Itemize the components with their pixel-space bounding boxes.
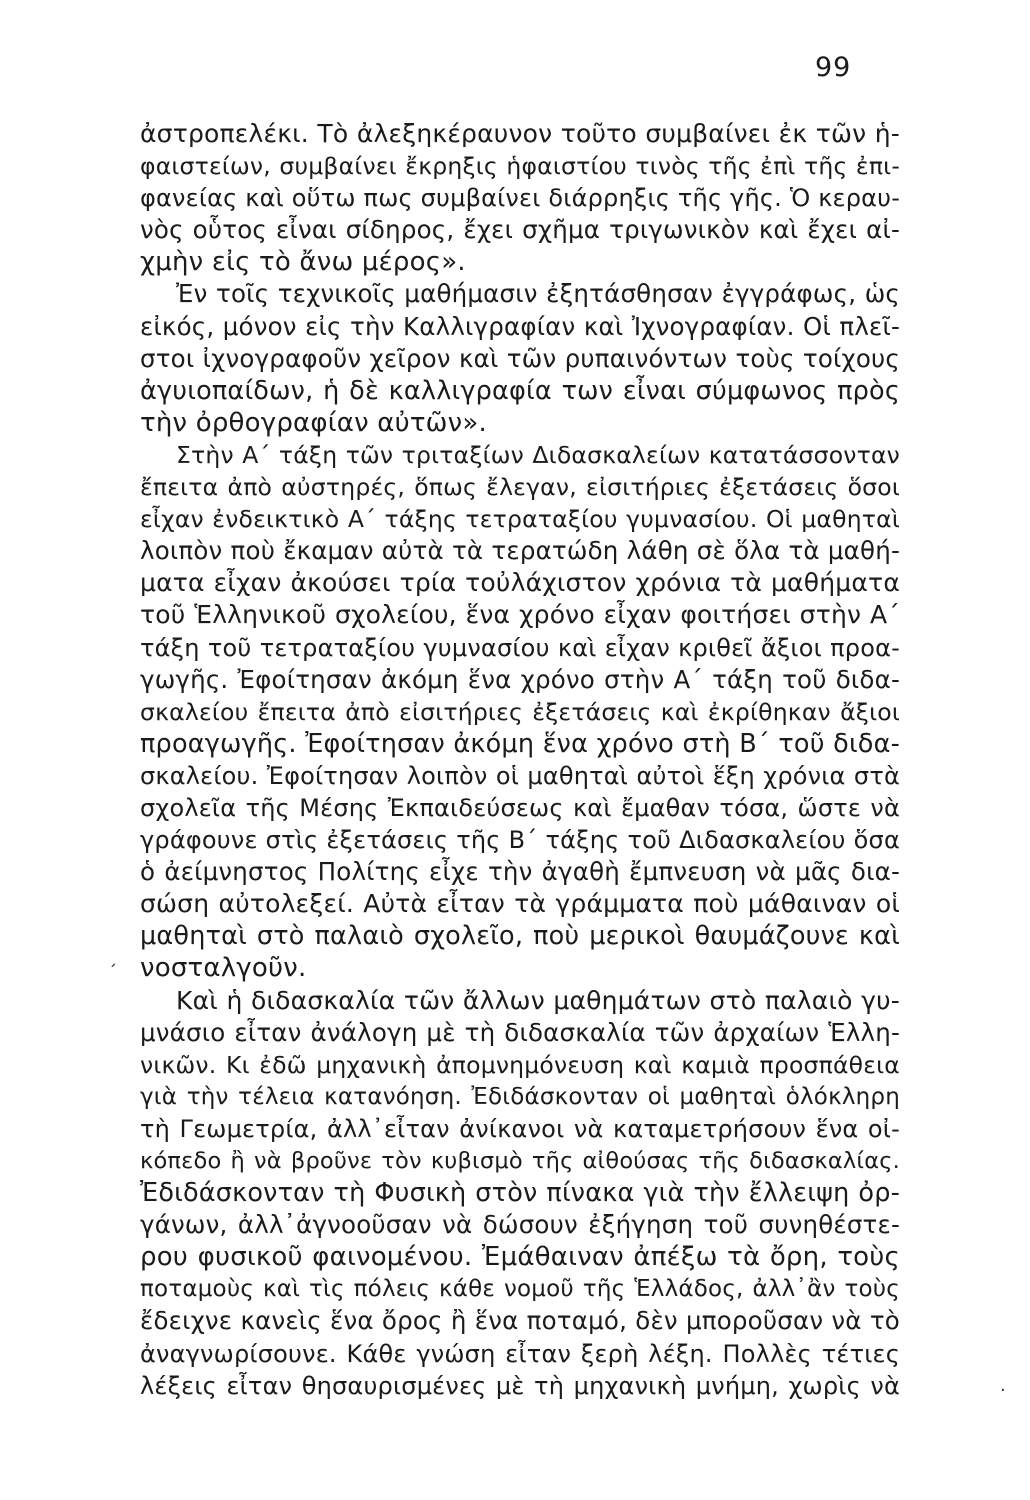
text-line: σχολεῖα τῆς Μέσης Ἐκπαιδεύσεως καὶ ἔμαθαν τόσα, ὥστε νὰ bbox=[140, 793, 900, 822]
text-line: λοιπὸν ποὺ ἔκαμαν αὐτὰ τὰ τερατώδη λάθη σὲ ὅλα τὰ μαθή- bbox=[140, 536, 900, 566]
text-line: γάνων, ἀλλ᾽ἀγνοοῦσαν νὰ δώσουν ἐξήγηση τοῦ συνηθέστε- bbox=[140, 1210, 900, 1240]
text-line: τὴ Γεωμετρία, ἀλλ᾽εἶταν ἀνίκανοι νὰ καταμετρήσουν ἕνα οἰ- bbox=[140, 1114, 900, 1143]
text-line: ἔδειχνε κανεὶς ἕνα ὄρος ἢ ἕνα ποταμό, δὲν μποροῦσαν νὰ τὸ bbox=[140, 1306, 900, 1336]
text-line: Ἐδιδάσκονταν τὴ Φυσικὴ στὸν πίνακα γιὰ τὴν ἔλλειψη ὀρ- bbox=[140, 1178, 900, 1209]
text-line: προαγωγῆς. Ἐφοίτησαν ἀκόμη ἕνα χρόνο στὴ Β΄ τοῦ διδα- bbox=[140, 728, 900, 759]
text-line: τὴν ὀρθογραφίαν αὐτῶν». bbox=[140, 407, 487, 438]
text-line: νοσταλγοῦν. bbox=[140, 953, 307, 984]
margin-mark: ˊ bbox=[108, 962, 117, 983]
page-number: 99 bbox=[815, 52, 852, 83]
text-line: φανείας καὶ οὕτω πως συμβαίνει διάρρηξις τῆς γῆς. Ὁ κεραυ- bbox=[140, 184, 901, 213]
text-line: γωγῆς. Ἐφοίτησαν ἀκόμη ἕνα χρόνο στὴν Α΄ τάξη τοῦ διδα- bbox=[140, 664, 900, 694]
margin-mark: · bbox=[1000, 1380, 1006, 1401]
text-line: ματα εἶχαν ἀκούσει τρία τοὐλάχιστον χρόνια τὰ μαθήματα bbox=[140, 568, 900, 598]
text-line: μαθηταὶ στὸ παλαιὸ σχολεῖο, ποὺ μερικοὶ θαυμάζουνε καὶ bbox=[140, 921, 900, 952]
text-line: μνάσιο εἶταν ἀνάλογη μὲ τὴ διδασκαλία τῶν ἀρχαίων Ἑλλη- bbox=[140, 1017, 900, 1047]
text-line: εἰκός, μόνον εἰς τὴν Καλλιγραφίαν καὶ Ἰχνογραφίαν. Οἱ πλεῖ- bbox=[140, 311, 900, 341]
text-line: ρου φυσικοῦ φαινομένου. Ἐμάθαιναν ἀπέξω τὰ ὄρη, τοὺς bbox=[140, 1242, 900, 1273]
text-line: στοι ἰχνογραφοῦν χεῖρον καὶ τῶν ρυπαινόντων τοὺς τοίχους bbox=[140, 343, 900, 373]
text-line: φαιστείων, συμβαίνει ἔκρηξις ἡφαιστίου τινὸς τῆς ἐπὶ τῆς ἐπι- bbox=[140, 152, 900, 181]
text-line: σκαλείου. Ἐφοίτησαν λοιπὸν οἱ μαθηταὶ αὐτοὶ ἕξη χρόνια στὰ bbox=[140, 761, 900, 790]
text-line: τοῦ Ἑλληνικοῦ σχολείου, ἕνα χρόνο εἶχαν φοιτήσει στὴν Α΄ bbox=[140, 600, 900, 630]
text-line: χμὴν εἰς τὸ ἄνω μέρος». bbox=[140, 247, 466, 278]
text-line: ὁ ἀείμνηστος Πολίτης εἶχε τὴν ἀγαθὴ ἔμπνευση νὰ μᾶς δια- bbox=[140, 857, 900, 887]
text-line: σκαλείου ἔπειτα ἀπὸ εἰσιτήριες ἐξετάσεις καὶ ἐκρίθηκαν ἄξιοι bbox=[140, 697, 900, 726]
text-line: λέξεις εἶταν θησαυρισμένες μὲ τὴ μηχανικὴ μνήμη, χωρὶς νὰ bbox=[140, 1371, 900, 1400]
text-line: ἔπειτα ἀπὸ αὐστηρές, ὅπως ἔλεγαν, εἰσιτήριες ἐξετάσεις ὅσοι bbox=[140, 473, 900, 502]
text-line: Στὴν Α΄ τάξη τῶν τριταξίων Διδασκαλείων κατατάσσονταν bbox=[176, 440, 900, 469]
text-line: κόπεδο ἢ νὰ βροῦνε τὸν κυβισμὸ τῆς αἰθούσας τῆς διδασκαλίας. bbox=[140, 1148, 900, 1174]
body-text bbox=[140, 118, 900, 1402]
text-line: νὸς οὗτος εἶναι σίδηρος, ἔχει σχῆμα τριγωνικὸν καὶ ἔχει αἰ- bbox=[140, 215, 900, 245]
text-line: ἀγυιοπαίδων, ἡ δὲ καλλιγραφία των εἶναι σύμφωνος πρὸς bbox=[140, 375, 900, 406]
text-line: εἶχαν ἐνδεικτικὸ Α΄ τάξης τετραταξίου γυμνασίου. Οἱ μαθηταὶ bbox=[140, 505, 900, 534]
text-line: σώση αὐτολεξεί. Αὐτὰ εἶταν τὰ γράμματα ποὺ μάθαιναν οἱ bbox=[140, 889, 900, 919]
text-line: τάξη τοῦ τετραταξίου γυμνασίου καὶ εἶχαν κριθεῖ ἄξιοι προα- bbox=[140, 633, 900, 662]
text-line: γράφουνε στὶς ἐξετάσεις τῆς Β΄ τάξης τοῦ Διδασκαλείου ὅσα bbox=[140, 826, 900, 855]
text-line: Καὶ ἡ διδασκαλία τῶν ἄλλων μαθημάτων στὸ παλαιὸ γυ- bbox=[176, 985, 900, 1015]
text-line: ἀστροπελέκι. Τὸ ἀλεξηκέραυνον τοῦτο συμβαίνει ἐκ τῶν ἡ- bbox=[140, 119, 900, 148]
text-line: ἀναγνωρίσουνε. Κάθε γνώση εἶταν ξερὴ λέξη. Πολλὲς τέτιες bbox=[140, 1339, 900, 1368]
text-line: γιὰ τὴν τέλεια κατανόηση. Ἐδιδάσκονταν οἱ μαθηταὶ ὁλόκληρη bbox=[140, 1083, 900, 1110]
text-line: νικῶν. Κι ἐδῶ μηχανικὴ ἀπομνημόνευση καὶ καμιὰ προσπάθεια bbox=[140, 1050, 900, 1079]
text-line: ποταμοὺς καὶ τὶς πόλεις κάθε νομοῦ τῆς Ἑλλάδος, ἀλλ᾽ἂν τοὺς bbox=[140, 1276, 900, 1303]
text-line: Ἐν τοῖς τεχνικοῖς μαθήμασιν ἐξητάσθησαν ἐγγράφως, ὡς bbox=[176, 279, 900, 309]
